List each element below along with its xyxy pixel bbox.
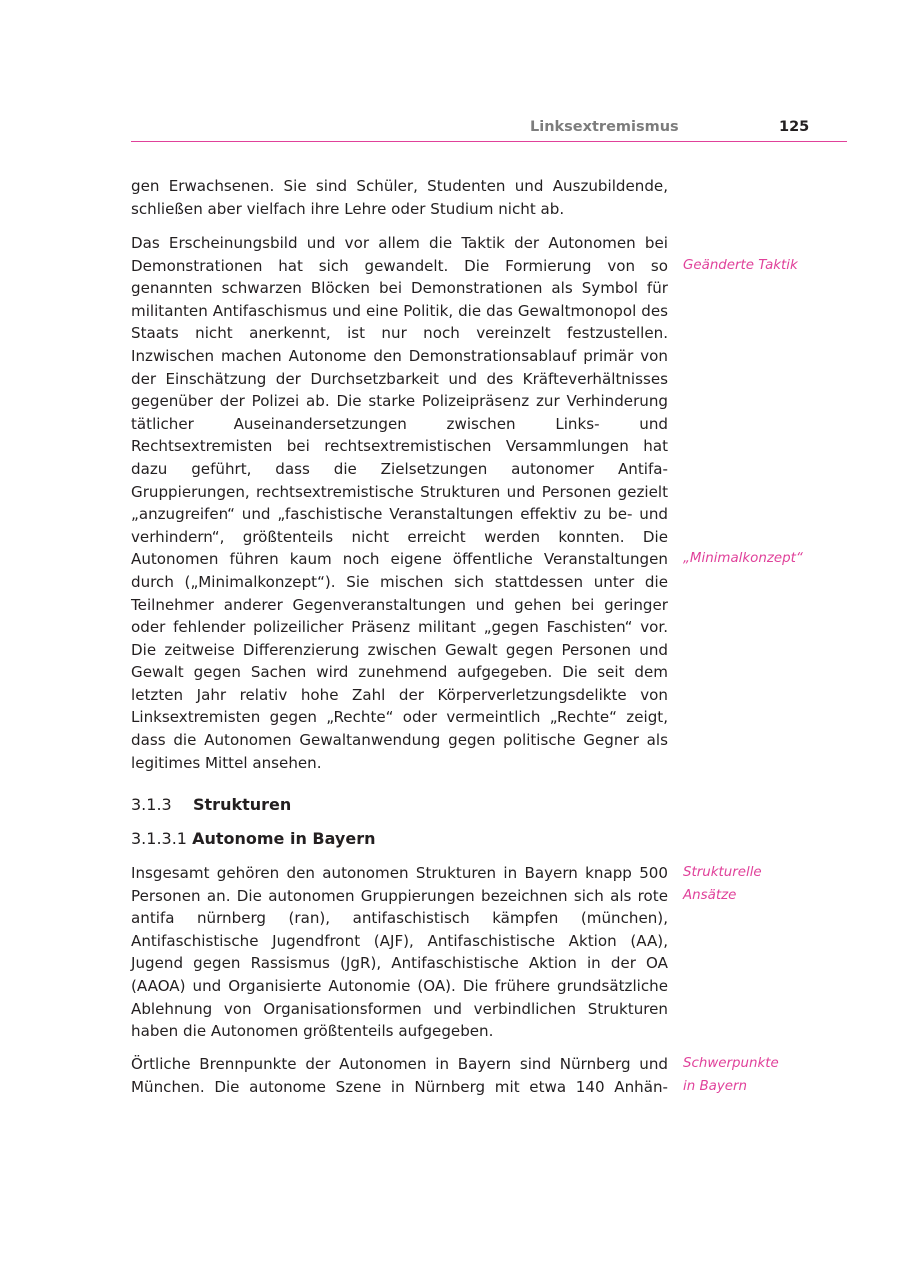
paragraph-3: Insgesamt gehören den autonomen Strukturen in Bayern knapp 500 Personen an. Die autonomen Gruppierungen bezeichnen sich als rote antifa nürnberg (ran), antifaschistisch kämpfen (münchen), Antifaschistische Jugendfront (AJF), Antifaschistische Aktion (AA), Jugend gegen Rassismus (JgR), Antifaschistische Aktion in der OA (AAOA) und Organisierte Autonomie (OA). Die frühere grundsätzliche Ablehnung von Organisationsformen und verbindlichen Strukturen haben die Autonomen größtenteils aufgegeben. xyxy=(131,864,668,1041)
paragraph-2: Das Erscheinungsbild und vor allem die Taktik der Autonomen bei Demonstrationen hat sich gewandelt. Die Formierung von so genannten schwarzen Blöcken bei Demonstrationen als Symbol für militanten Antifaschismus und eine Politik, die das Gewaltmonopol des Staats nicht anerkennt, ist nur noch vereinzelt festzustellen. Inzwischen machen Autonome den Demonstrationsablauf primär von der Einschätzung der Durchsetzbarkeit und des Kräfteverhältnisses gegenüber der Polizei ab. Die starke Polizeipräsenz zur Verhinderung tätlicher Auseinandersetzungen zwischen Links- und Rechtsextremisten bei rechtsextremistischen Versammlungen hat dazu geführt, dass die Zielsetzungen autonomer Antifa-Gruppierungen, rechtsextremistische Strukturen und Personen gezielt „anzugreifen“ und „faschistische Veranstaltungen effektiv zu be- und verhindern“, größtenteils nicht erreicht werden konnten. Die Autonomen führen kaum noch eigene öffentliche Veranstaltungen durch („Minimalkonzept“). Sie mischen sich stattdessen unter die Teilnehmer anderer Gegenveranstaltungen und gehen bei geringer oder fehlender polizeilicher Präsenz militant „gegen Faschisten“ vor. Die zeitweise Differenzierung zwischen Gewalt gegen Personen und Gewalt gegen Sachen wird zunehmend aufgegeben. Die seit dem letzten Jahr relativ hohe Zahl der Körperverletzungsdelikte von Linksextremisten gegen „Rechte“ oder vermeintlich „Rechte“ zeigt, dass die Autonomen Gewaltanwendung gegen politische Gegner als legitimes Mittel ansehen. xyxy=(131,234,668,772)
section-heading-3-1-3 xyxy=(131,795,291,814)
header-divider xyxy=(131,141,847,142)
page-number: 125 xyxy=(779,119,810,135)
body-text-block-4 xyxy=(131,1053,668,1098)
margin-note-line: Ansätze xyxy=(683,887,737,903)
paragraph-4: Örtliche Brennpunkte der Autonomen in Bayern sind Nürnberg und München. Die autonome Szene in Nürnberg mit etwa 140 Anhän- xyxy=(131,1055,668,1096)
margin-note-geaenderte-taktik: Geänderte Taktik xyxy=(683,258,798,273)
subsection-title: Autonome in Bayern xyxy=(192,829,376,848)
margin-note-strukturelle-ansaetze xyxy=(683,862,762,907)
running-header-title: Linksextremismus xyxy=(530,119,679,135)
margin-note-line: in Bayern xyxy=(683,1078,748,1094)
body-text-block-1 xyxy=(131,175,668,220)
margin-note-line: Strukturelle xyxy=(683,865,762,880)
section-title: Strukturen xyxy=(193,795,292,814)
body-text-block-2 xyxy=(131,232,668,774)
paragraph-1: gen Erwachsenen. Sie sind Schüler, Studenten und Auszubildende, schließen aber vielfach ihre Lehre oder Studium nicht ab. xyxy=(131,177,668,218)
subsection-number: 3.1.3.1 xyxy=(131,829,187,848)
margin-note-line: Schwerpunkte xyxy=(683,1056,779,1071)
margin-note-schwerpunkte-in-bayern xyxy=(683,1053,779,1098)
section-number: 3.1.3 xyxy=(131,795,172,814)
body-text-block-3 xyxy=(131,862,668,1043)
margin-note-minimalkonzept: „Minimalkonzept“ xyxy=(683,551,803,566)
section-heading-3-1-3-1 xyxy=(131,829,375,848)
